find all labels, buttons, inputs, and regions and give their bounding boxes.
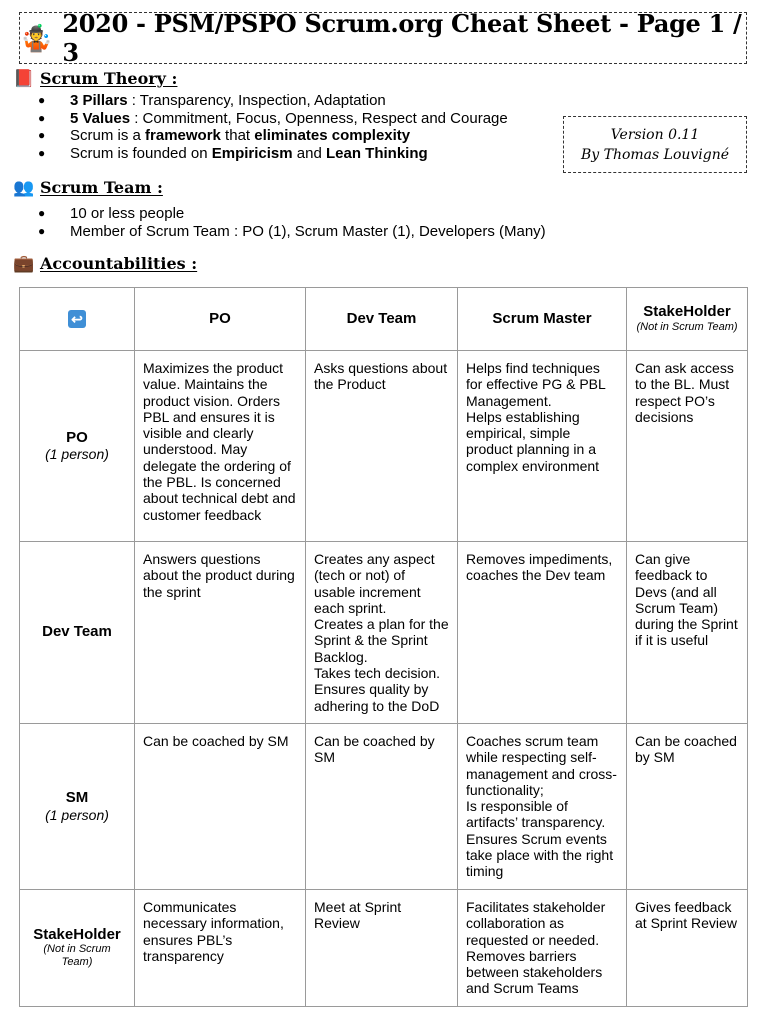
table-cell: Gives feedback at Sprint Review xyxy=(627,890,748,1007)
table-cell: Can be coached by SM xyxy=(306,724,458,890)
table-cell: Can give feedback to Devs (and all Scrum Team) during the Sprint if it is useful xyxy=(627,542,748,724)
author-label: By Thomas Louvigné xyxy=(580,146,730,163)
table-row xyxy=(20,890,748,1007)
scrum-theory-list xyxy=(38,92,508,162)
list-item-text xyxy=(70,92,386,110)
column-header-label: Scrum Master xyxy=(492,309,592,327)
book-icon: 📕 xyxy=(13,69,35,88)
list-item xyxy=(38,110,508,128)
column-header xyxy=(306,288,458,351)
bullet-dot: ● xyxy=(38,145,46,160)
bullet-dot: ● xyxy=(38,206,46,220)
table-cell: Can ask access to the BL. Must respect PO’s decisions xyxy=(627,351,748,542)
people-icon: 👥 xyxy=(13,178,35,197)
list-item xyxy=(38,127,508,145)
text-fragment: Scrum is founded on xyxy=(70,144,212,162)
text-fragment: 10 or less people xyxy=(70,205,185,222)
text-fragment: Scrum is a xyxy=(70,127,146,144)
bullet-dot: ● xyxy=(38,128,46,142)
table-cell: Removes impediments, coaches the Dev team xyxy=(458,542,627,724)
row-header-label: SM xyxy=(65,789,89,807)
table-row xyxy=(20,351,748,542)
list-item xyxy=(38,92,508,110)
column-header-label: Dev Team xyxy=(346,309,417,327)
scrum-team-list xyxy=(38,205,546,240)
row-header-note: (1 person) xyxy=(45,806,109,823)
text-fragment: and xyxy=(292,144,326,162)
bold-term: 5 Values xyxy=(70,109,131,127)
column-header xyxy=(135,288,306,351)
table-cell: Creates any aspect (tech or not) of usable increment each sprint. Creates a plan for the Sprint & the Sprint Backlog. Takes tech decision. Ensures quality by adhering to the DoD xyxy=(306,542,458,724)
column-header-label: PO xyxy=(209,309,231,327)
return-arrow-icon: ↩ xyxy=(68,310,86,328)
list-item-text xyxy=(70,223,546,241)
scrum-team-label: Scrum Team : xyxy=(40,178,163,197)
table-cell: Answers questions about the product during the sprint xyxy=(135,542,306,724)
text-fragment: that xyxy=(220,127,255,144)
table-cell: Helps find techniques for effective PG & PBL Management. Helps establishing empirical, simple product planning in a complex environment xyxy=(458,351,627,542)
text-fragment: Member of Scrum Team : PO (1), Scrum Master (1), Developers (Many) xyxy=(70,222,546,240)
table-cell: Can be coached by SM xyxy=(135,724,306,890)
column-header xyxy=(627,288,748,351)
list-item-text xyxy=(70,205,184,223)
version-label: Version 0.11 xyxy=(610,126,700,143)
list-item xyxy=(38,145,508,163)
juggler-icon: 🤹 xyxy=(20,23,53,53)
row-header-label: Dev Team xyxy=(42,623,112,641)
table-cell: Facilitates stakeholder collaboration as requested or needed. Removes barriers between stakeholders and Scrum Teams xyxy=(458,890,627,1007)
table-corner xyxy=(20,288,135,351)
bold-term: framework xyxy=(145,127,221,144)
scrum-team-heading xyxy=(13,178,163,197)
briefcase-icon: 💼 xyxy=(13,254,35,273)
bullet-dot: ● xyxy=(38,223,46,238)
bold-term: Empiricism xyxy=(211,144,293,162)
bold-term: Lean Thinking xyxy=(326,144,428,162)
row-header-label: StakeHolder xyxy=(33,925,121,943)
bullet-dot: ● xyxy=(38,93,46,107)
text-fragment: : Commitment, Focus, Openness, Respect and Courage xyxy=(130,109,508,127)
row-header xyxy=(20,890,135,1007)
bold-term: eliminates complexity xyxy=(254,127,411,144)
text-fragment: : Transparency, Inspection, Adaptation xyxy=(127,92,386,109)
list-item-text xyxy=(70,110,508,128)
column-header-label: StakeHolder xyxy=(643,303,731,321)
list-item xyxy=(38,205,546,223)
column-header-note: (Not in Scrum Team) xyxy=(636,320,738,333)
row-header-label: PO xyxy=(66,428,88,446)
table-header-row xyxy=(20,288,748,351)
column-header xyxy=(458,288,627,351)
scrum-theory-label: Scrum Theory : xyxy=(40,69,178,88)
row-header xyxy=(20,351,135,542)
row-header xyxy=(20,542,135,724)
accountabilities-heading xyxy=(13,254,197,273)
accountabilities-table xyxy=(19,287,748,1007)
title-banner xyxy=(19,9,747,67)
table-cell: Coaches scrum team while respecting self-management and cross-functionality; Is responsible of artifacts’ transparency. Ensures Scrum events take place with the right timing xyxy=(458,724,627,890)
row-header-note: (Not in Scrum Team) xyxy=(43,943,111,969)
table-cell: Meet at Sprint Review xyxy=(306,890,458,1007)
list-item xyxy=(38,223,546,241)
bold-term: 3 Pillars xyxy=(70,92,128,109)
row-header xyxy=(20,724,135,890)
table-cell: Can be coached by SM xyxy=(627,724,748,890)
scrum-theory-heading xyxy=(13,69,177,88)
table-row xyxy=(20,724,748,890)
list-item-text xyxy=(70,127,410,145)
table-cell: Maximizes the product value. Maintains the product vision. Orders PBL and ensures it is visible and clearly understood. May delegate the ordering of the PBL. Is concerned about technical debt and customer feedback xyxy=(135,351,306,542)
version-box xyxy=(563,116,747,173)
table-cell: Asks questions about the Product xyxy=(306,351,458,542)
row-header-note: (1 person) xyxy=(45,446,109,462)
bullet-dot: ● xyxy=(38,110,46,125)
page-title: 2020 - PSM/PSPO Scrum.org Cheat Sheet - Page 1 / 3 xyxy=(62,9,742,67)
table-row xyxy=(20,542,748,724)
accountabilities-label: Accountabilities : xyxy=(40,254,198,273)
list-item-text xyxy=(70,145,428,163)
table-cell: Communicates necessary information, ensures PBL’s transparency xyxy=(135,890,306,1007)
